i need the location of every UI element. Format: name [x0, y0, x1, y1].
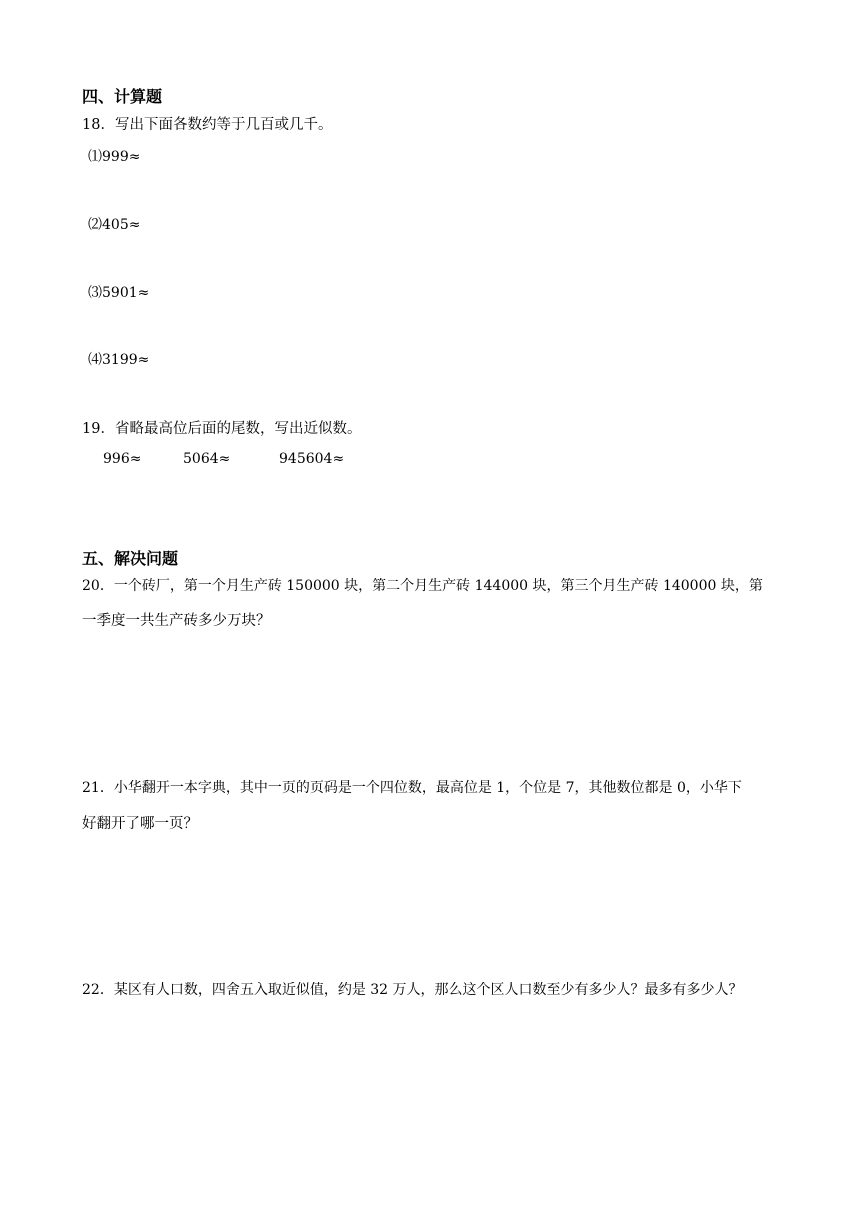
question-21-line-2: 好翻开了哪一页？: [82, 816, 198, 832]
question-18: 18．写出下面各数约等于几百或几千。: [82, 117, 333, 133]
section-5-title: 五、解决问题: [82, 549, 179, 568]
q18-item-1: ⑴999≈: [88, 149, 141, 165]
q18-item-2: ⑵405≈: [88, 217, 141, 233]
section-4-title: 四、计算题: [82, 87, 163, 106]
q18-item-4: ⑷3199≈: [88, 352, 150, 368]
question-21-line-1: 21．小华翻开一本字典，其中一页的页码是一个四位数，最高位是 1，个位是 7，其他数位都是 0，小华下: [82, 780, 742, 796]
q19-item-1: 996≈: [103, 451, 142, 467]
question-19: 19．省略最高位后面的尾数，写出近似数。: [82, 421, 362, 437]
question-22: 22．某区有人口数，四舍五入取近似值，约是 32 万人，那么这个区人口数至少有多少人？最多有多少人？: [82, 982, 743, 998]
q19-item-2: 5064≈: [183, 451, 231, 467]
q18-item-3: ⑶5901≈: [88, 285, 150, 301]
question-20-line-2: 一季度一共生产砖多少万块？: [82, 613, 271, 629]
question-20-line-1: 20．一个砖厂，第一个月生产砖 150000 块，第二个月生产砖 144000 块，第三个月生产砖 140000 块，第: [82, 578, 763, 594]
q19-item-3: 945604≈: [279, 451, 345, 467]
